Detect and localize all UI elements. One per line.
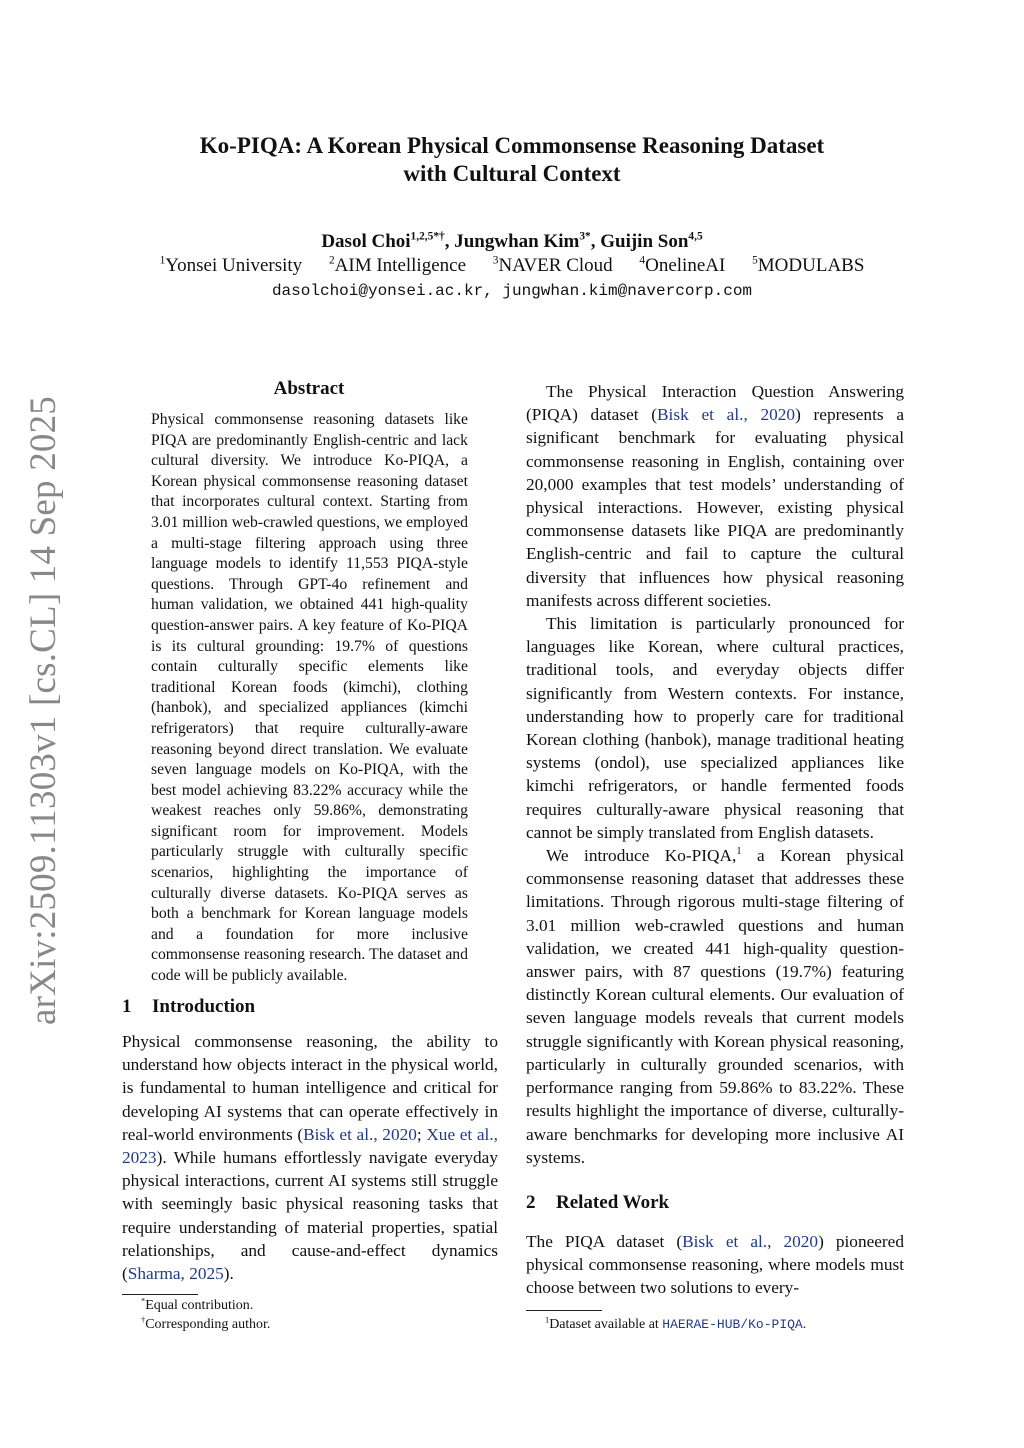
abstract-heading: Abstract [273,378,345,399]
affiliation-list [112,254,912,278]
paragraph-text: Physical commonsense reasoning, the ability to understand how objects interact in the physical world, is fundamental to human intelligence and critical for developing AI systems that can operate effectively in real-world environments ( [122,1032,498,1144]
affiliation-name: NAVER Cloud [498,255,613,276]
affiliation-number: 1 [159,254,166,267]
footnote-marker: † [141,1315,146,1325]
section-title: Introduction [152,996,256,1017]
paragraph-text: The PIQA dataset ( [526,1232,683,1251]
author-list: Dasol Choi$^{1,2,5*\dagger}$, Jungwhan Kim$^{3*}$, Guijin Son$^{4,5}$ [321,230,703,252]
footnote-corresponding-author [141,1316,270,1334]
dataset-link[interactable]: HAERAE-HUB/Ko-PIQA [662,1317,803,1332]
footnote-text: . [802,1317,807,1332]
paragraph-text: ). [223,1264,234,1284]
section-title: Related Work [556,1192,670,1213]
section-number: 2 [526,1192,536,1213]
author-affil-marks: 4,5 [688,230,703,243]
author-name: Jungwhan Kim [454,231,580,252]
author-affil-marks: 1,2,5*† [410,230,445,243]
footnote-equal-contribution [141,1297,253,1315]
title-line-1: Ko-PIQA: A Korean Physical Commonsense Reasoning Dataset [199,133,825,158]
citation-link[interactable]: Sharma, 2025 [127,1264,224,1284]
affiliation-number: 3 [492,254,499,267]
footnote-dataset [545,1316,806,1334]
introduction-paragraph [122,1030,498,1285]
section-number: 1 [122,996,132,1017]
affiliation [752,255,864,276]
introduction-paragraph [526,844,904,1169]
right-column-text [526,380,904,1169]
citation-link[interactable]: Bisk et al., 2020 [303,1124,417,1144]
affiliation [493,255,613,276]
citation-link[interactable]: Bisk et al., 2020 [657,405,796,425]
abstract-text: Physical commonsense reasoning datasets like PIQA are predominantly English-centric and lack cultural diversity. We introduce Ko-PIQA, a Korean physical commonsense reasoning dataset that incorporates cultural context. Starting from 3.01 million web-crawled questions, we employed a multi-stage filtering approach using three language models to identify 11,553 PIQA-style questions. Through GPT-4o refinement and human validation, we obtained 441 high-quality question-answer pairs. A key feature of Ko-PIQA is its cultural grounding: 19.7% of questions contain culturally specific elements like traditional Korean foods (kimchi), clothing (hanbok), and specialized appliances (kimchi refrigerators) that require culturally-aware reasoning beyond direct translation. We evaluate seven language models on Ko-PIQA, with the best model achieving 83.22% accuracy while the weakest reaches only 59.86%, demonstrating significant room for improvement. Models particularly struggle with culturally specific scenarios, highlighting the importance of culturally diverse datasets. Ko-PIQA serves as both a benchmark for Korean language models and a foundation for more inclusive commonsense reasoning research. The dataset and code will be publicly available. [151,411,468,985]
paragraph-text: a Korean physical commonsense reasoning dataset that addresses these limitations. Through rigorous multi-stage filtering of 3.01 million web-crawled questions and human validation, we created 441 high-quality question-answer pairs, with 87 questions (19.7%) featuring distinctly Korean cultural elements. Our evaluation of seven language models reveals that current models struggle significantly with Korean physical reasoning, particularly in culturally grounded scenarios, with performance ranging from 59.86% to 83.22%. These results highlight the importance of diverse, culturally-aware benchmarks for developing more inclusive AI systems. [526,846,904,1167]
citation-link[interactable]: Bisk et al., 2020 [682,1232,819,1251]
paragraph-text: We introduce Ko-PIQA, [546,846,737,866]
title-line-2: with Cultural Context [403,161,621,186]
footnote-text: Dataset available at [549,1317,663,1332]
affiliation-name: OnelineAI [645,255,726,276]
author-name: Dasol Choi [321,231,411,252]
footnote-divider [526,1310,602,1311]
introduction-paragraph: This limitation is particularly pronounced for languages like Korean, where cultural practices, traditional tools, and everyday objects differ significantly from Western contexts. For instance, understanding how to properly care for traditional Korean clothing (hanbok), manage traditional heating systems (ondol), use specialized appliances like kimchi refrigerators, or handle fermented foods requires culturally-aware physical reasoning that cannot be simply translated from English datasets. [526,614,904,842]
section-heading-related-work [526,1192,669,1214]
affiliation-name: AIM Intelligence [334,255,467,276]
author-emails: dasolchoi@yonsei.ac.kr, jungwhan.kim@navercorp.com [271,282,753,300]
affiliation-number: 5 [752,254,758,267]
affiliation [329,255,466,276]
affiliation-name: MODULABS [757,255,865,276]
paper-title [112,132,912,188]
footnote-text: Equal contribution. [145,1298,254,1313]
affiliation [160,255,303,276]
paragraph-text: ) pioneered physical commonsense reasoning, where models must choose between two solutions to every- [526,1232,904,1298]
footnote-marker: 1 [545,1315,550,1325]
paragraph-text: ). While humans effortlessly navigate everyday physical interactions, current AI systems still struggle with seemingly basic physical reasoning tasks that require understanding of material properties, spatial relationships, and cause-and-effect dynamics ( [122,1148,498,1284]
footnote-divider [122,1294,198,1295]
author-affil-marks: 3* [579,230,591,243]
paragraph-text: ) represents a significant benchmark for evaluating physical commonsense reasoning in English, containing over 20,000 examples that test models’ understanding of physical interactions. However, existing physical commonsense datasets like PIQA are predominantly English-centric and fail to capture the cultural diversity that influences how physical reasoning manifests across different societies. [526,405,904,610]
affiliation-name: Yonsei University [165,255,303,276]
affiliation-number: 2 [328,254,335,267]
author-name: Guijin Son [600,231,689,252]
footnote-marker: * [141,1296,146,1306]
footnote-marker[interactable]: 1 [736,846,742,858]
citation-link[interactable]: Xue et al., 2023 [122,1124,498,1168]
paragraph-text: The Physical Interaction Question Answering (PIQA) dataset ( [526,382,904,425]
section-heading-introduction [122,996,255,1018]
affiliation-number: 4 [639,254,646,267]
affiliation [639,255,725,276]
arxiv-identifier-stamp: arXiv:2509.11303v1 [cs.CL] 14 Sep 2025 [23,396,64,1025]
introduction-paragraph [526,380,904,612]
related-work-paragraph [526,1230,904,1300]
footnote-text: Corresponding author. [145,1317,271,1332]
paragraph-text: ; [416,1124,427,1144]
